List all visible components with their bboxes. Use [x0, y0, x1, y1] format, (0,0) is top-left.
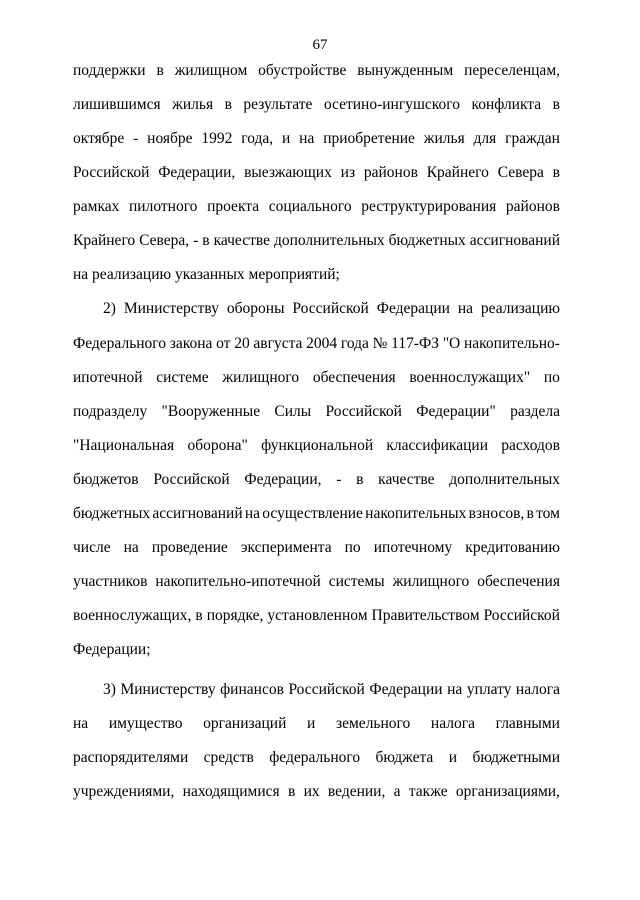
text-line — [73, 538, 560, 558]
word: главными — [495, 715, 560, 732]
word: из — [340, 164, 356, 181]
word: 1992 — [201, 130, 233, 147]
word: и — [307, 715, 316, 732]
word: обеспечения — [477, 573, 560, 590]
word: Силы — [274, 403, 312, 420]
word: финансов — [220, 681, 284, 698]
word: 117-ФЗ — [391, 335, 440, 352]
word: Крайнего — [73, 232, 136, 249]
word: обустройстве — [258, 62, 347, 79]
word: жилья — [172, 96, 214, 113]
word: числе — [73, 539, 111, 556]
page-number: 67 — [312, 37, 328, 53]
word: распорядителями — [73, 749, 189, 766]
word: на — [73, 715, 89, 732]
word: Министерству — [123, 300, 219, 317]
word: в — [202, 232, 210, 249]
text-line: на реализацию указанных мероприятий; — [73, 266, 340, 283]
word: ассигнований — [152, 505, 243, 522]
word: системе — [156, 369, 209, 386]
word: осуществление — [262, 505, 363, 522]
word: Федерации, — [158, 164, 236, 181]
word: подразделу — [73, 403, 148, 420]
word: находящимися — [182, 783, 280, 800]
word: и — [282, 130, 291, 147]
word: эксперимента — [240, 539, 332, 556]
word: в — [156, 62, 164, 79]
word: - — [193, 232, 199, 249]
word: рамках — [73, 198, 120, 215]
word: организациями, — [455, 783, 560, 800]
word: дополнительных — [273, 232, 385, 249]
text-line — [103, 680, 560, 700]
word: Федерации" — [416, 403, 496, 420]
word: Севера — [497, 164, 544, 181]
word: в — [287, 783, 296, 800]
text-line — [73, 714, 560, 734]
word: районов — [363, 164, 418, 181]
word: федерального — [269, 749, 361, 766]
word: ассигнований — [469, 232, 560, 249]
word: бюджетных — [73, 505, 151, 522]
word: Крайнего — [426, 164, 489, 181]
word: также — [408, 783, 448, 800]
word: вынужденным — [357, 62, 454, 79]
word: порядке, — [206, 607, 264, 624]
word: налога — [515, 681, 560, 698]
word: налога — [430, 715, 475, 732]
word: по — [543, 369, 560, 386]
word: Российской — [325, 403, 402, 420]
word: учреждениями, — [73, 783, 175, 800]
word: в — [195, 607, 203, 624]
word: дополнительных — [449, 471, 560, 488]
word: Российской — [292, 300, 369, 317]
word: реализацию — [480, 300, 560, 317]
word: военнослужащих, — [73, 607, 192, 624]
word: 3) — [103, 681, 116, 698]
word: в — [552, 164, 560, 181]
word: имущество — [108, 715, 183, 732]
word: на — [244, 505, 261, 522]
word: закона — [169, 335, 213, 352]
word: года, — [241, 130, 274, 147]
text-line — [73, 748, 560, 768]
word: Правительством — [371, 607, 480, 624]
word: по — [344, 539, 361, 556]
word: на — [447, 681, 463, 698]
word: раздела — [510, 403, 560, 420]
word: земельного — [336, 715, 411, 732]
word: года — [340, 335, 369, 352]
text-line — [73, 197, 560, 217]
word: Севера, — [139, 232, 190, 249]
text-line: Федерации; — [73, 641, 151, 658]
text-line — [73, 782, 560, 802]
word: в — [356, 471, 364, 488]
word: в — [224, 96, 232, 113]
word: лишившимся — [73, 96, 161, 113]
word: Российской — [483, 607, 560, 624]
word: на — [123, 539, 139, 556]
word: уплату — [466, 681, 512, 698]
word: для — [473, 130, 497, 147]
word: качестве — [213, 232, 270, 249]
word: в — [552, 96, 560, 113]
word: обеспечения — [312, 369, 396, 386]
word: пилотного — [129, 198, 198, 215]
word: 2004 — [306, 335, 338, 352]
word: накопительных — [365, 505, 467, 522]
word: результате — [243, 96, 313, 113]
text-line — [73, 470, 560, 490]
word: "Вооруженные — [161, 403, 261, 420]
word: Российской — [153, 471, 230, 488]
text-line — [73, 572, 560, 592]
word: взносов, — [468, 505, 525, 522]
word: ипотечному — [373, 539, 453, 556]
word: жилья — [423, 130, 465, 147]
word: их — [303, 783, 320, 800]
word: расходов — [501, 437, 560, 454]
word: Федерации — [369, 681, 443, 698]
word: реструктурирования — [361, 198, 497, 215]
word: - — [336, 471, 342, 488]
text-line — [73, 95, 560, 115]
word: - — [133, 130, 139, 147]
word: в — [526, 505, 534, 522]
word: классификации — [386, 437, 488, 454]
text-line — [103, 299, 560, 319]
text-line — [73, 368, 560, 388]
word: Российской — [288, 681, 365, 698]
word: жилищного — [222, 369, 300, 386]
word: приобретение — [323, 130, 415, 147]
word: бюджетных — [388, 232, 466, 249]
text-line — [73, 504, 560, 524]
word: Федерального — [73, 335, 167, 352]
word: и — [448, 749, 458, 766]
word: жилищном — [174, 62, 248, 79]
text-line — [73, 402, 560, 422]
word: участников — [73, 573, 148, 590]
text-line — [73, 231, 560, 251]
word: на — [299, 130, 315, 147]
text-line — [73, 334, 560, 354]
word: ноябре — [147, 130, 193, 147]
word: бюджета — [375, 749, 434, 766]
word: обороны — [226, 300, 285, 317]
word: конфликта — [471, 96, 542, 113]
word: "Национальная — [73, 437, 175, 454]
word: системы — [328, 573, 385, 590]
word: граждан — [505, 130, 560, 147]
word: Министерству — [120, 681, 216, 698]
word: районов — [505, 198, 560, 215]
word: Федерации, — [244, 471, 322, 488]
word: Федерации — [376, 300, 450, 317]
word: военнослужащих" — [409, 369, 531, 386]
word: № — [372, 335, 388, 352]
word: том — [536, 505, 560, 522]
word: качестве — [378, 471, 435, 488]
text-line — [73, 606, 560, 626]
word: накопительно- — [463, 335, 560, 352]
word: на — [457, 300, 473, 317]
word: "О — [442, 335, 461, 352]
word: Российской — [73, 164, 150, 181]
word: проведение — [151, 539, 228, 556]
text-line — [73, 129, 560, 149]
word: ипотечной — [73, 369, 143, 386]
word: ведении, — [327, 783, 386, 800]
word: от — [216, 335, 231, 352]
word: социального — [268, 198, 352, 215]
word: кредитованию — [465, 539, 560, 556]
word: переселенцам, — [464, 62, 560, 79]
word: поддержки — [73, 62, 146, 79]
word: накопительно-ипотечной — [155, 573, 321, 590]
word: 2) — [103, 300, 116, 317]
word: оборона" — [187, 437, 248, 454]
text-line — [73, 163, 560, 183]
text-line — [73, 436, 560, 456]
word: жилищного — [392, 573, 470, 590]
word: средств — [203, 749, 254, 766]
word: установленном — [267, 607, 368, 624]
word: августа — [253, 335, 303, 352]
word: организаций — [203, 715, 287, 732]
word: бюджетными — [472, 749, 560, 766]
word: октябре — [73, 130, 125, 147]
text-line — [73, 61, 560, 81]
word: 20 — [234, 335, 250, 352]
word: бюджетов — [73, 471, 139, 488]
word: а — [393, 783, 401, 800]
word: проекта — [207, 198, 260, 215]
word: функциональной — [261, 437, 374, 454]
word: осетино-ингушского — [323, 96, 460, 113]
word: выезжающих — [244, 164, 332, 181]
